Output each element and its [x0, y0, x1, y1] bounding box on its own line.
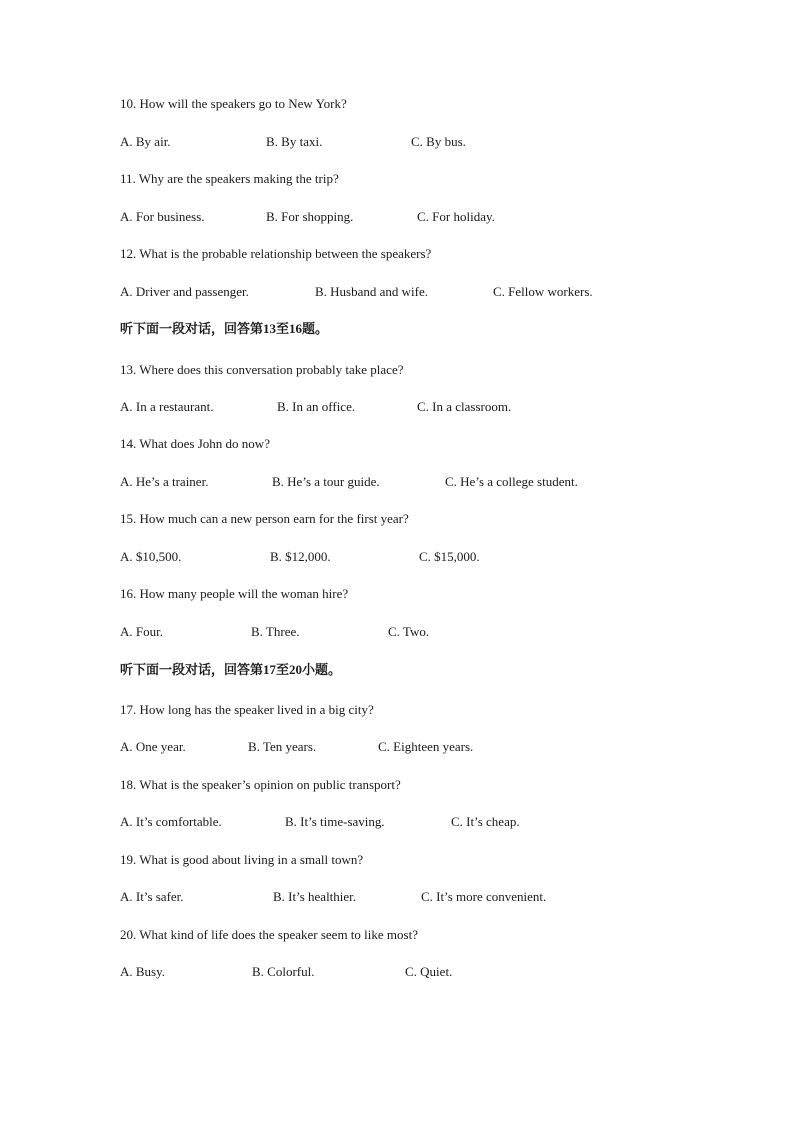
- q19-option-a: A. It’s safer.: [120, 889, 184, 904]
- q12-option-b: B. Husband and wife.: [315, 284, 429, 299]
- question-18: 18. What is the speaker’s opinion on public transport?: [120, 777, 401, 792]
- q18-option-b: B. It’s time-saving.: [285, 814, 385, 829]
- q20-option-b: B. Colorful.: [252, 964, 315, 979]
- question-19: 19. What is good about living in a small town?: [120, 852, 364, 867]
- q19-option-b: B. It’s healthier.: [273, 889, 357, 904]
- q17-option-b: B. Ten years.: [248, 739, 317, 754]
- q10-option-b: B. By taxi.: [266, 134, 323, 149]
- question-13: 13. Where does this conversation probably take place?: [120, 362, 404, 377]
- question-15: 15. How much can a new person earn for the first year?: [120, 511, 409, 526]
- q13-option-c: C. In a classroom.: [417, 399, 512, 414]
- q12-option-a: A. Driver and passenger.: [120, 284, 249, 299]
- q19-option-c: C. It’s more convenient.: [421, 889, 547, 904]
- q16-option-b: B. Three.: [251, 624, 300, 639]
- question-11: 11. Why are the speakers making the trip?: [120, 171, 339, 186]
- q11-option-c: C. For holiday.: [417, 209, 495, 224]
- q14-option-b: B. He’s a tour guide.: [272, 474, 380, 489]
- question-20: 20. What kind of life does the speaker seem to like most?: [120, 927, 418, 942]
- q20-option-c: C. Quiet.: [405, 964, 453, 979]
- q13-option-a: A. In a restaurant.: [120, 399, 214, 414]
- section-heading-13-16: 听下面一段对话，回答第13至16题。: [120, 321, 329, 336]
- question-12: 12. What is the probable relationship between the speakers?: [120, 246, 432, 261]
- q11-option-a: A. For business.: [120, 209, 205, 224]
- q18-option-a: A. It’s comfortable.: [120, 814, 222, 829]
- q17-option-c: C. Eighteen years.: [378, 739, 474, 754]
- q15-option-b: B. $12,000.: [270, 549, 331, 564]
- q13-option-b: B. In an office.: [277, 399, 356, 414]
- question-17: 17. How long has the speaker lived in a big city?: [120, 702, 374, 717]
- q15-option-a: A. $10,500.: [120, 549, 182, 564]
- q20-option-a: A. Busy.: [120, 964, 166, 979]
- q15-option-c: C. $15,000.: [419, 549, 480, 564]
- section-heading-17-20: 听下面一段对话，回答第17至20小题。: [120, 662, 342, 677]
- q14-option-a: A. He’s a trainer.: [120, 474, 209, 489]
- q11-option-b: B. For shopping.: [266, 209, 354, 224]
- q16-option-a: A. Four.: [120, 624, 163, 639]
- question-16: 16. How many people will the woman hire?: [120, 586, 349, 601]
- q17-option-a: A. One year.: [120, 739, 186, 754]
- q10-option-c: C. By bus.: [411, 134, 466, 149]
- q12-option-c: C. Fellow workers.: [493, 284, 593, 299]
- q14-option-c: C. He’s a college student.: [445, 474, 578, 489]
- q16-option-c: C. Two.: [388, 624, 430, 639]
- question-14: 14. What does John do now?: [120, 436, 270, 451]
- question-10: 10. How will the speakers go to New York?: [120, 96, 347, 111]
- q18-option-c: C. It’s cheap.: [451, 814, 520, 829]
- q10-option-a: A. By air.: [120, 134, 171, 149]
